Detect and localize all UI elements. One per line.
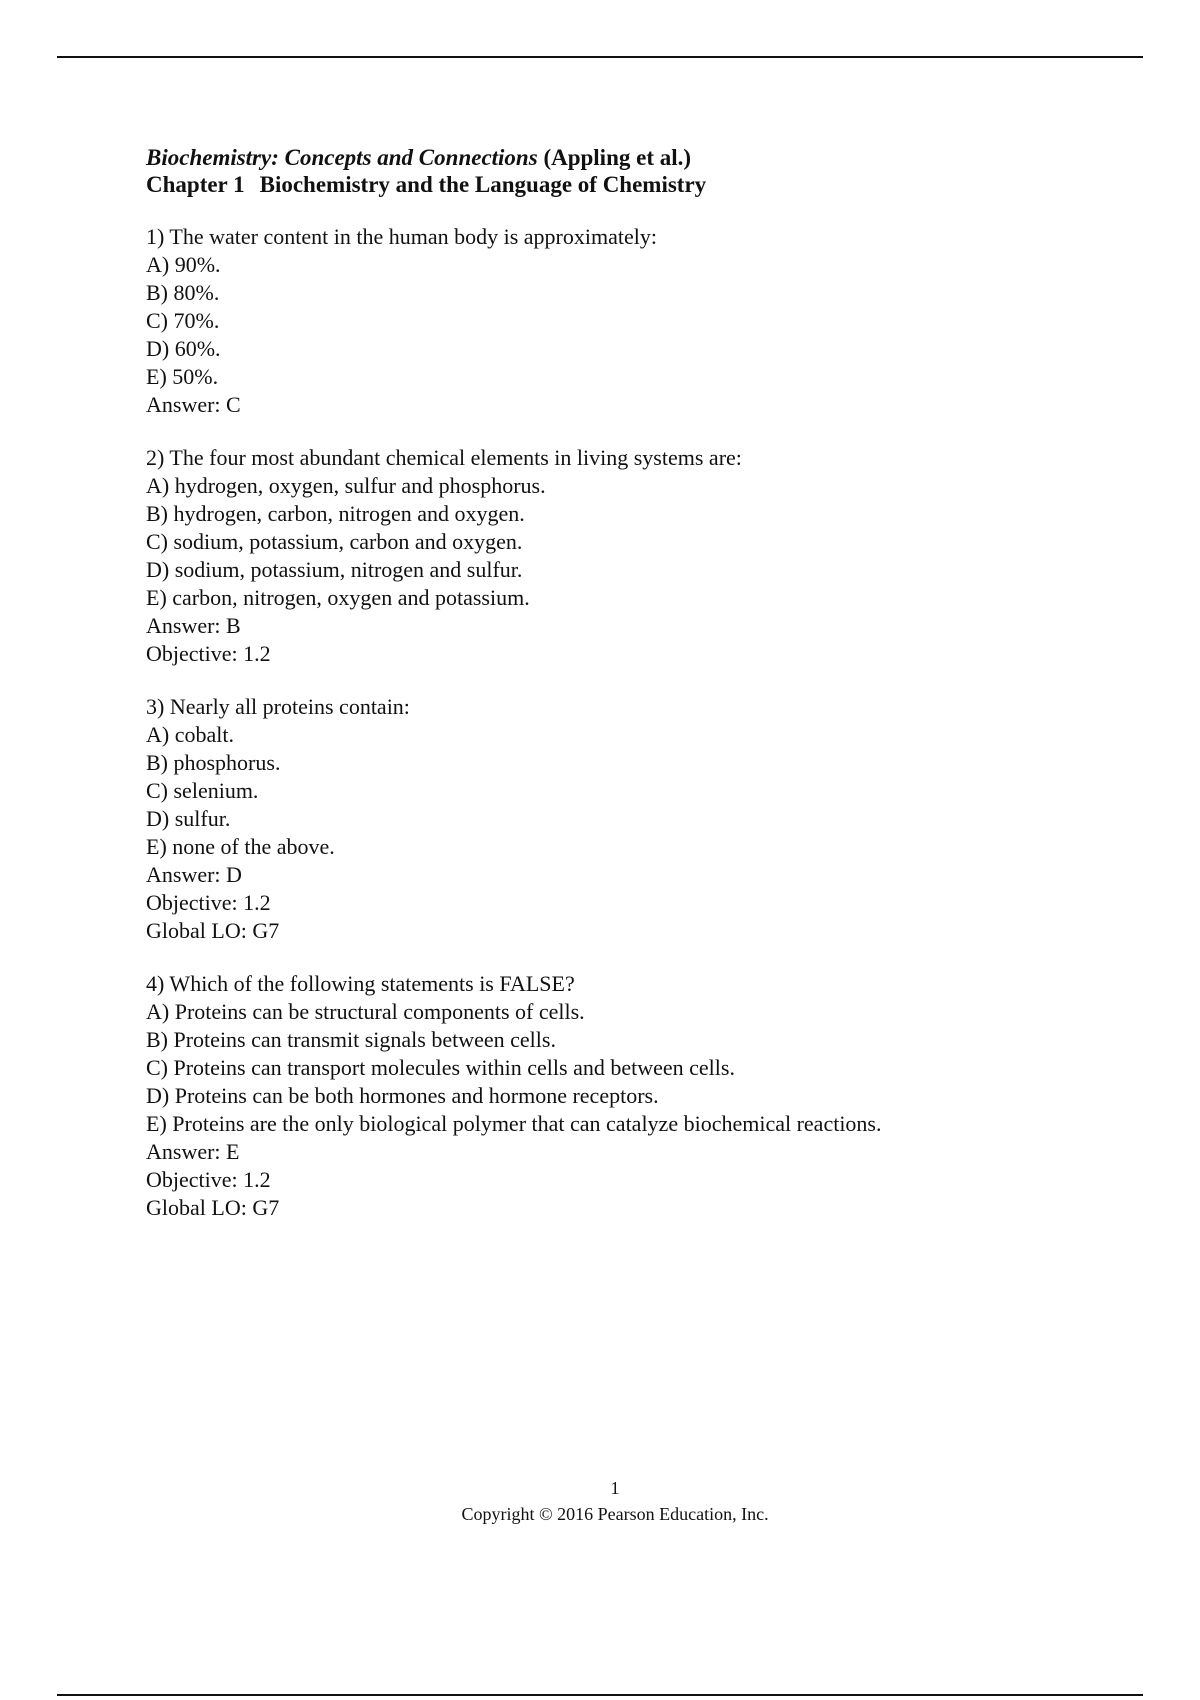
question-4 <box>146 970 1106 1222</box>
answer-option: E) none of the above. <box>146 834 335 859</box>
answer-option: C) Proteins can transport molecules within cells and between cells. <box>146 1055 735 1080</box>
chapter-label: Chapter 1 <box>146 172 245 197</box>
answer-option: C) selenium. <box>146 778 259 803</box>
answer-option: C) 70%. <box>146 308 220 333</box>
answer-option: C) sodium, potassium, carbon and oxygen. <box>146 529 523 554</box>
copyright-notice: Copyright © 2016 Pearson Education, Inc. <box>461 1504 769 1524</box>
answer-option: E) Proteins are the only biological polymer that can catalyze biochemical reactions. <box>146 1111 882 1136</box>
chapter-heading <box>146 171 1106 198</box>
question-2 <box>146 444 1106 668</box>
answer-option: B) Proteins can transmit signals between cells. <box>146 1027 556 1052</box>
answer-option: A) cobalt. <box>146 722 234 747</box>
question-3 <box>146 693 1106 945</box>
answer-option: D) Proteins can be both hormones and hormone receptors. <box>146 1083 659 1108</box>
question-stem: 1) The water content in the human body is approximately: <box>146 224 657 249</box>
answer-option: D) 60%. <box>146 336 221 361</box>
question-1 <box>146 223 1106 419</box>
question-stem: 4) Which of the following statements is FALSE? <box>146 971 575 996</box>
global-lo: Global LO: G7 <box>146 1195 280 1220</box>
answer-option: B) hydrogen, carbon, nitrogen and oxygen. <box>146 501 525 526</box>
global-lo: Global LO: G7 <box>146 918 280 943</box>
book-title-line <box>146 144 1106 171</box>
book-authors: (Appling et al.) <box>543 145 692 170</box>
top-rule <box>57 56 1143 58</box>
page-number: 1 <box>610 1478 620 1498</box>
answer-option: B) 80%. <box>146 280 220 305</box>
answer-option: A) 90%. <box>146 252 221 277</box>
document-body <box>146 144 1106 1222</box>
question-stem: 3) Nearly all proteins contain: <box>146 694 410 719</box>
answer-key: Answer: B <box>146 613 241 638</box>
book-title: Biochemistry: Concepts and Connections <box>146 145 538 170</box>
answer-option: D) sulfur. <box>146 806 231 831</box>
bottom-rule <box>57 1694 1143 1696</box>
answer-key: Answer: C <box>146 392 241 417</box>
answer-option: B) phosphorus. <box>146 750 281 775</box>
chapter-title: Biochemistry and the Language of Chemistry <box>259 172 707 197</box>
objective: Objective: 1.2 <box>146 1167 271 1192</box>
answer-option: D) sodium, potassium, nitrogen and sulfur. <box>146 557 523 582</box>
answer-option: E) carbon, nitrogen, oxygen and potassium. <box>146 585 530 610</box>
answer-key: Answer: E <box>146 1139 240 1164</box>
answer-option: A) Proteins can be structural components of cells. <box>146 999 585 1024</box>
answer-option: A) hydrogen, oxygen, sulfur and phosphorus. <box>146 473 546 498</box>
question-stem: 2) The four most abundant chemical elements in living systems are: <box>146 445 742 470</box>
answer-option: E) 50%. <box>146 364 219 389</box>
answer-key: Answer: D <box>146 862 242 887</box>
objective: Objective: 1.2 <box>146 890 271 915</box>
objective: Objective: 1.2 <box>146 641 271 666</box>
